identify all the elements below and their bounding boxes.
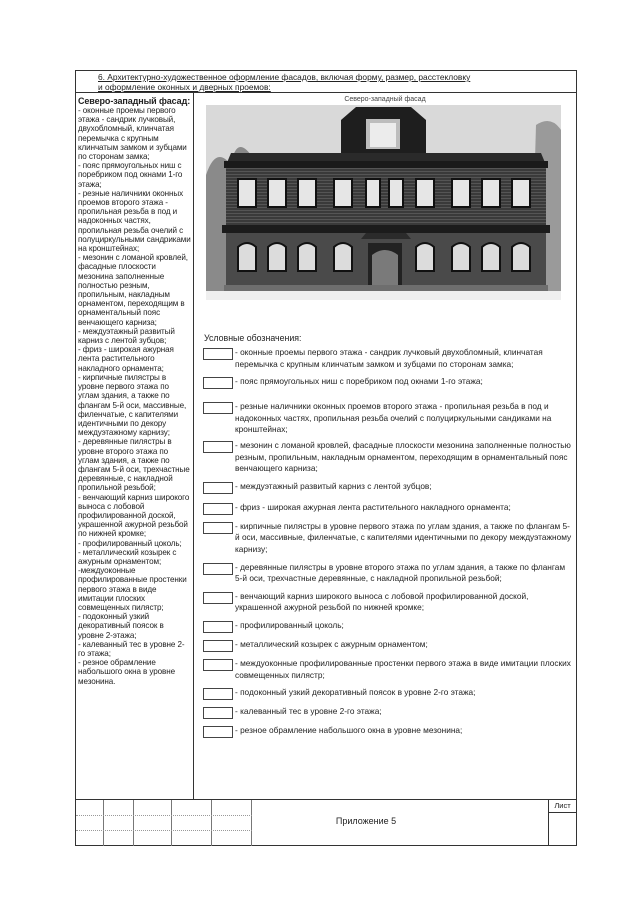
legend-row xyxy=(203,725,573,738)
title-block-cell xyxy=(76,800,104,846)
legend-swatch xyxy=(203,402,233,414)
legend-text: - мезонин с ломаной кровлей, фасадные плоскости мезонина заполненные полностью резным, пропильным, накладным орнаментом, переходящим в орнаментальный пояс венчающего карниза; xyxy=(235,439,571,474)
legend-row xyxy=(203,347,573,370)
title-block xyxy=(76,799,576,846)
legend-row xyxy=(203,562,573,585)
legend-swatch xyxy=(203,482,233,494)
legend xyxy=(203,347,573,738)
description-item: - венчающий карниз широкого выноса с лобовой профилированной доской, украшенной ажурной резьбой по нижней кромке; xyxy=(78,492,190,539)
legend-text: - междуэтажный развитый карниз с лентой зубцов; xyxy=(235,480,432,491)
description-item: - профилированный цоколь; xyxy=(78,538,182,548)
description-item: - резное обрамление набольшого окна в уровне мезонина. xyxy=(78,658,176,686)
legend-row xyxy=(203,658,573,681)
legend-row xyxy=(203,706,573,719)
title-block-rule xyxy=(76,830,252,831)
description-item: - подоконный узкий декоративный поясок в уровне 2-этажа; xyxy=(78,612,164,640)
legend-text: - кирпичные пилястры в уровне первого этажа по углам здания, а также по флангам 5-й оси, массивные, филенчатые, с капителями идентичными по декору междуэтажному карнизу; xyxy=(235,520,572,554)
legend-swatch xyxy=(203,348,233,360)
photo-title: Северо-западный фасад xyxy=(344,96,426,103)
legend-swatch xyxy=(203,377,233,389)
legend-swatch xyxy=(203,563,233,575)
legend-text: - деревянные пилястры в уровне второго этажа по углам здания, а также по флангам 5-й оси, трехчастные деревянные, с накладной пропильной резьбой; xyxy=(235,561,566,584)
section-header xyxy=(76,71,576,93)
legend-row xyxy=(203,440,573,475)
legend-row xyxy=(203,639,573,652)
legend-swatch xyxy=(203,640,233,652)
legend-text: - оконные проемы первого этажа - сандрик лучковый двухобломный, клинчатая перемычка с крупным клинчатым замком и зубцами по сторонам замка; xyxy=(235,347,543,369)
legend-text: - подоконный узкий декоративный поясок в уровне 2-го этажа; xyxy=(235,687,476,698)
legend-title: Условные обозначения: xyxy=(204,333,302,343)
legend-row xyxy=(203,591,573,614)
legend-row xyxy=(203,687,573,700)
legend-row xyxy=(203,481,573,494)
description-item: - пояс прямоугольных ниш с поребриком под окнами 1-го этажа; xyxy=(78,161,183,189)
legend-row xyxy=(203,401,573,436)
description-item: - междуэтажный развитый карниз с лентой зубцов; xyxy=(78,326,175,346)
description-item: -междуоконные профилированные простенки первого этажа в виде имитации плоских совмещенных пилястр; xyxy=(78,566,187,612)
section-header-line-2: и оформление оконных и дверных проемов: xyxy=(98,82,271,92)
legend-row xyxy=(203,376,573,389)
description-item: - деревянные пилястры в уровне второго этажа по углам здания, а также по флангам 5-й оси, трехчастные деревянные, с накладной пропильной резьбой; xyxy=(78,437,190,493)
legend-row xyxy=(203,620,573,633)
document-frame xyxy=(75,70,577,846)
illustration-column xyxy=(194,93,576,799)
legend-swatch xyxy=(203,503,233,515)
legend-text: - профилированный цоколь; xyxy=(235,619,344,630)
legend-text: - калеванный тес в уровне 2-го этажа; xyxy=(235,706,382,717)
legend-text: - резное обрамление набольшого окна в уровне мезонина; xyxy=(235,725,463,736)
legend-text: - фриз - широкая ажурная лента растительного накладного орнамента; xyxy=(235,501,511,512)
legend-text: - резные наличники оконных проемов второго этажа - пропильная резьба в под и надоконных частях, пропильная резьба очелий с полуциркульными сандиками на кронштейнах; xyxy=(235,401,552,435)
description-item: - фриз - широкая ажурная лента растительного накладного орнамента; xyxy=(78,345,174,373)
legend-swatch xyxy=(203,621,233,633)
title-block-cell xyxy=(134,800,172,846)
facade-title: Северо-западный фасад: xyxy=(78,96,191,106)
description-item: - оконные проемы первого этажа - сандрик лучковый, двухобломный, клинчатая перемычка с крупным клинчатым замком и зубцами по сторонам замка; xyxy=(78,106,187,162)
legend-text: - междуоконные профилированные простенки первого этажа в виде имитации плоских совмещенных пилястр; xyxy=(235,657,571,680)
legend-text: - пояс прямоугольных ниш с поребриком под окнами 1-го этажа; xyxy=(235,376,483,387)
description-item: - мезонин с ломаной кровлей, фасадные плоскости мезонина заполненные полностью резным, пропильным, накладным орнаментом, переходящим в орнаментальный пояс венчающего карниза; xyxy=(78,253,188,327)
facade-description-column xyxy=(76,93,194,799)
sheet-label: Лист xyxy=(549,800,576,813)
facade-photo xyxy=(206,105,561,300)
description-item: - металлический козырек с ажурным орнаментом; xyxy=(78,547,177,566)
sheet-number-box xyxy=(548,800,576,846)
legend-text: - металлический козырек с ажурным орнаментом; xyxy=(235,638,428,649)
legend-row xyxy=(203,521,573,556)
legend-swatch xyxy=(203,659,233,671)
legend-text: - венчающий карниз широкого выноса с лобовой профилированной доской, украшенной ажурной резьбой по нижней кромке; xyxy=(235,590,529,613)
legend-swatch xyxy=(203,688,233,700)
legend-swatch xyxy=(203,726,233,738)
title-block-cell xyxy=(104,800,134,846)
title-block-rule xyxy=(76,815,252,816)
description-item: - калеванный тес в уровне 2-го этажа; xyxy=(78,639,185,658)
legend-swatch xyxy=(203,522,233,534)
section-header-line-1: 6. Архитектурно-художественное оформление фасадов, включая форму, размер, расстекловку xyxy=(98,72,471,82)
legend-swatch xyxy=(203,592,233,604)
legend-swatch xyxy=(203,707,233,719)
legend-row xyxy=(203,502,573,515)
title-block-cell xyxy=(172,800,212,846)
description-item: - резные наличники оконных проемов второго этажа - пропильная резьба в под и надоконных частях, пропильная резьба очелий с полуциркульными сандриками на кронштейнах; xyxy=(78,188,191,254)
description-item: - кирпичные пилястры в уровне первого этажа по углам здания, а также по флангам 5-й оси, массивные, филенчатые, с капителями идентичными по декору междуэтажному карнизу; xyxy=(78,372,187,438)
title-block-cell xyxy=(212,800,252,846)
legend-swatch xyxy=(203,441,233,453)
appendix-caption: Приложение 5 xyxy=(335,816,397,826)
